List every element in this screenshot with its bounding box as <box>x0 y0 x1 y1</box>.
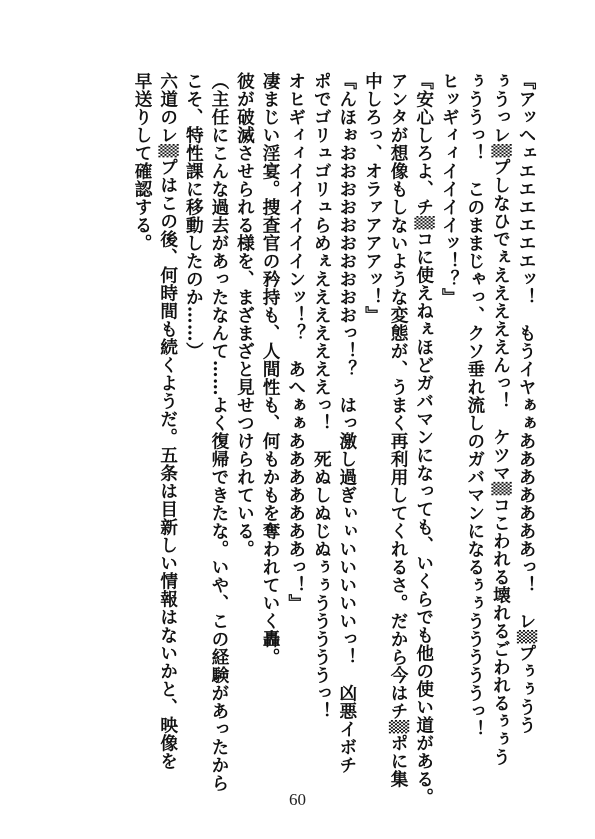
text-line: こそ、特性課に移動したのか……） <box>183 72 205 360</box>
text-line: ヒッギィィイイイイッ！？』 <box>439 72 461 306</box>
text-line: 『んほぉおおおおおおおおおおっ！？ はっ激し過ぎぃぃいいいいいっ！ 凶悪イボチ <box>336 72 358 774</box>
text-line: 早送りして確認する。 <box>132 72 154 252</box>
page-number: 60 <box>289 790 306 809</box>
text-line: 『アッヘェエエエエエエッ！ もうイヤぁぁあああああああっ！ レ▒プぅぅうう <box>516 72 537 734</box>
text-line: 『安心しろよ、チ▒コに使えねぇほどガバマンになっても、いくらでも他の使い道がある。 <box>413 72 435 806</box>
text-line: ぅうっレ▒プしなひでぇえええええんっ！ ケツマ▒コこわれる壊れるごわれるぅぅう <box>490 72 512 766</box>
text-line: ぅううっ！ このままじゃっ、クソ垂れ流しのガバマンになるぅぅうううううっ！ <box>464 72 486 738</box>
text-line: 中しろっ、オラァアアアッ！』 <box>362 72 384 324</box>
text-line: ポでゴリュゴリュらめぇえええええええっ！ 死ぬしぬじぬぅぅうううううっ！ <box>311 72 333 720</box>
text-line: オヒギィィイイイイイインッ！？ あへぁぁあああああああっ！』 <box>285 72 307 612</box>
text-line: 凄まじい淫宴。捜査官の矜持も、人間性も、何もかもを奪われていく轟。 <box>260 72 282 666</box>
text-line: 六道のレ▒プはこの後、何時間も続くようだ。五条は目新しい情報はないかと、映像を <box>157 72 179 770</box>
text-line: 彼が破滅させられる様を、まざまざと見せつけられている。 <box>234 72 256 558</box>
text-line: （主任にこんな過去があったなんて……よく復帰できたな。いや、この経験があったから <box>208 72 230 792</box>
text-line: アンタが想像もしないような変態が、うまく再利用してくれるさ。だから今はチ▒ポに集 <box>388 72 410 788</box>
